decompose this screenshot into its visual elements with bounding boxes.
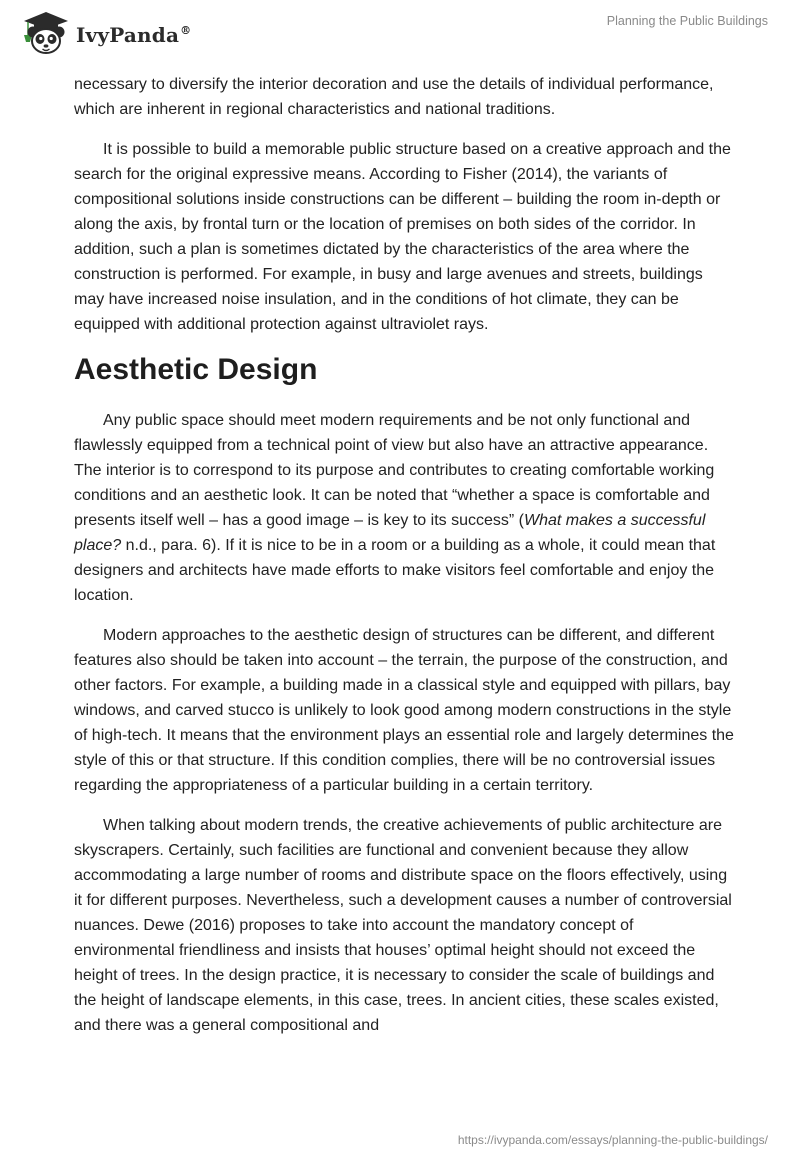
paragraph-5: When talking about modern trends, the creative achievements of public architecture are skyscrapers. Certainly, such facilities are functional and convenient because they allow accommodating a large number of rooms and distribute space on the floors effectively, using it for different purposes. Nevertheless, such a development causes a number of controversial nuances. Dewe (2016) proposes to take into account the mandatory concept of environmental friendliness and insists that houses’ optimal height should not exceed the height of trees. In the design practice, it is necessary to consider the scale of buildings and the height of landscape elements, in this case, trees. In ancient cities, these scales existed, and there was a general compositional and: [74, 817, 732, 1034]
source-url[interactable]: https://ivypanda.com/essays/planning-the-public-buildings/: [457, 1133, 768, 1147]
paragraph-4: Modern approaches to the aesthetic design of structures can be different, and different features also should be taken into account – the terrain, the purpose of the construction, and other factors. For example, a building made in a classical style and equipped with pillars, bay windows, and carved stucco is unlikely to look good among modern constructions in the style of high-tech. It means that the environment plays an essential role and largely determines the style of this or that structure. If this condition complies, there will be no controversial issues regarding the appropriateness of a particular building in a certain territory.: [74, 627, 734, 794]
paragraph-3: [74, 408, 734, 608]
citation-title: What makes a successful place?: [74, 512, 706, 554]
ivypanda-logo[interactable]: [16, 8, 191, 58]
paragraph-3-text-b: n.d., para. 6). If it is nice to be in a room or a building as a whole, it could mean that designers and architects have made efforts to make visitors feel comfortable and enjoy the location.: [74, 537, 716, 604]
paragraph-2: It is possible to build a memorable public structure based on a creative approach and the search for the original expressive means. According to Fisher (2014), the variants of compositional solutions inside constructions can be different – building the room in-depth or along the axis, by frontal turn or the location of premises on both sides of the corridor. In addition, such a plan is sometimes dictated by the characteristics of the area where the construction is performed. For example, in busy and large avenues and streets, buildings may have increased noise insulation, and in the conditions of hot climate, they can be equipped with additional protection against ultraviolet rays.: [74, 141, 731, 333]
document-title: Planning the Public Buildings: [606, 14, 768, 28]
paragraph-1: necessary to diversify the interior decoration and use the details of individual performance, which are inherent in regional characteristics and national traditions.: [74, 76, 714, 118]
essay-content: [74, 72, 734, 1053]
logo-text: IvyPanda®: [76, 23, 192, 47]
panda-graduate-icon: [16, 8, 72, 58]
registered-mark: ®: [180, 24, 192, 38]
section-heading: Aesthetic Design: [74, 353, 318, 386]
page-header: [0, 0, 800, 60]
paragraph-3-text-a: Any public space should meet modern requirements and be not only functional and flawlessly equipped from a technical point of view but also have an attractive appearance. The interior is to correspond to its purpose and contributes to creating comfortable working conditions and an aesthetic look. It can be noted that “whether a space is comfortable and presents itself well – has a good image – is key to its success” (: [74, 412, 715, 529]
